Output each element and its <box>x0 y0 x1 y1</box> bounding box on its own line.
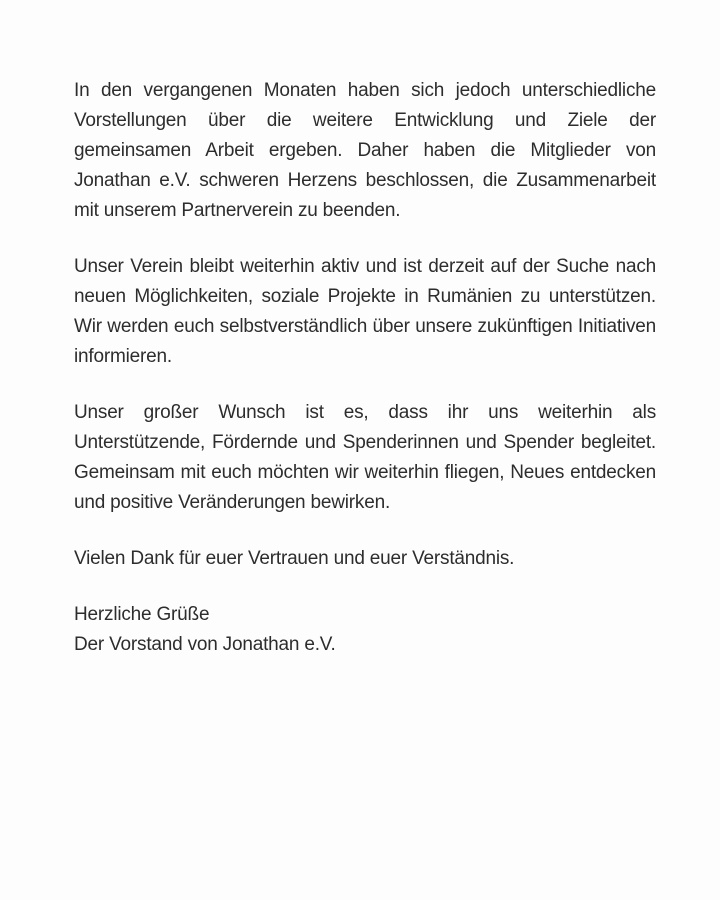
letter-body <box>74 76 656 660</box>
paragraph-cooperation-end: In den vergangenen Monaten haben sich jedoch unterschiedliche Vorstellungen über die weitere Entwicklung und Ziele der gemeinsamen Arbeit ergeben. Daher haben die Mitglieder von Jonathan e.V. schweren Herzens beschlossen, die Zusammenarbeit mit unserem Partnerverein zu beenden. <box>74 80 656 221</box>
paragraph-wish: Unser großer Wunsch ist es, dass ihr uns weiterhin als Unterstützende, Fördernde und Spenderinnen und Spender begleitet. Gemeinsam mit euch möchten wir weiterhin fliegen, Neues entdecken und positive Veränderungen bewirken. <box>74 402 656 513</box>
paragraph-future-plans: Unser Verein bleibt weiterhin aktiv und ist derzeit auf der Suche nach neuen Möglichkeiten, soziale Projekte in Rumänien zu unterstützen. Wir werden euch selbstverständlich über unsere zukünftigen Initiativen informieren. <box>74 256 656 367</box>
closing-signature: Der Vorstand von Jonathan e.V. <box>74 634 336 655</box>
paragraph-thanks: Vielen Dank für euer Vertrauen und euer Verständnis. <box>74 548 515 569</box>
closing-salutation: Herzliche Grüße <box>74 604 210 625</box>
closing-block <box>74 600 656 660</box>
